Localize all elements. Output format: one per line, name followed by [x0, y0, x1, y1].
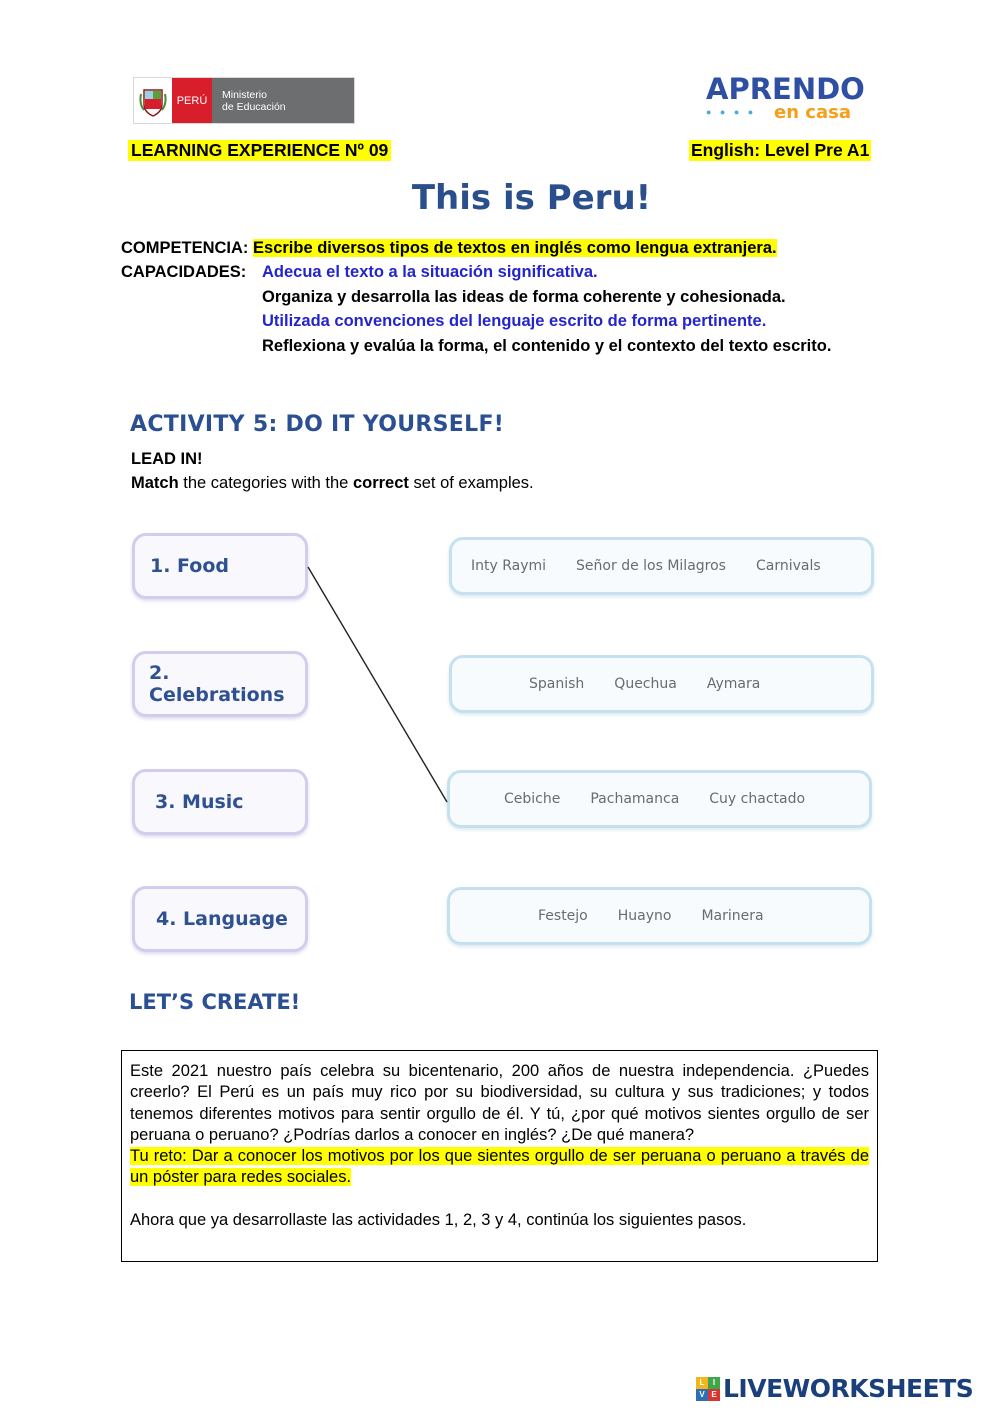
- category-food[interactable]: 1. Food: [132, 533, 308, 599]
- challenge-text: Tu reto: Dar a conocer los motivos por los que sientes orgullo de ser peruana o peruano a través de un póster para redes sociales.: [130, 1147, 869, 1187]
- competencia-line: COMPETENCIA: Escribe diversos tipos de textos en inglés como lengua extranjera.: [121, 239, 777, 257]
- capacidad-item: Adecua el texto a la situación significativa.: [262, 263, 598, 281]
- example-item: Quechua: [614, 676, 677, 692]
- competencia-text: Escribe diversos tipos de textos en inglés como lengua extranjera.: [253, 239, 777, 257]
- capacidad-item: Utilizada convenciones del lenguaje escrito de forma pertinente.: [262, 312, 767, 331]
- category-music[interactable]: 3. Music: [132, 769, 308, 835]
- example-item: Cebiche: [504, 791, 561, 807]
- competencia-label: COMPETENCIA: [121, 239, 243, 257]
- capacidades-label: CAPACIDADES:: [121, 263, 247, 281]
- page-title: This is Peru!: [411, 178, 652, 218]
- example-item: Spanish: [529, 676, 585, 692]
- dots-icon: ● ● ● ●: [706, 107, 757, 117]
- liveworksheets-icon: L I V E: [696, 1377, 720, 1401]
- example-item: Festejo: [538, 908, 588, 924]
- context-paragraph: Este 2021 nuestro país celebra su bicentenario, 200 años de nuestra independencia. ¿Puedes creerlo? El Perú es un país muy rico por su biodiversidad, su cultura y sus tradiciones; y todos tenemos diferentes motivos para sentir orgullo de él. Y tú, ¿por qué motivos sientes orgullo de ser peruana o peruano? ¿Podrías darlos a conocer en inglés? ¿De qué manera?: [130, 1062, 869, 1144]
- example-item: Pachamanca: [590, 791, 680, 807]
- next-steps-text: Ahora que ya desarrollaste las actividades 1, 2, 3 y 4, continúa los siguientes pasos.: [130, 1210, 747, 1229]
- example-item: Señor de los Milagros: [576, 558, 726, 574]
- category-language[interactable]: 4. Language: [132, 886, 308, 952]
- learning-experience-label: LEARNING EXPERIENCE Nº 09: [128, 140, 391, 161]
- liveworksheets-brand: LIVEWORKSHEETS: [723, 1374, 974, 1403]
- en-casa-word: en casa: [774, 102, 851, 123]
- example-item: Cuy chactado: [709, 791, 806, 807]
- liveworksheets-logo: [696, 1374, 973, 1403]
- example-item: Marinera: [701, 908, 764, 924]
- peru-label: PERÚ: [172, 78, 212, 123]
- aprendo-word: APRENDO: [706, 72, 865, 106]
- ministry-name: Ministerio de Educación: [212, 78, 354, 123]
- example-item: Inty Raymi: [471, 558, 547, 574]
- level-label: English: Level Pre A1: [691, 140, 870, 160]
- match-instruction: Match the categories with the correct set of examples.: [131, 474, 534, 492]
- example-item: Huayno: [617, 908, 672, 924]
- category-celebrations[interactable]: 2. Celebrations: [132, 651, 308, 717]
- lets-create-heading: LET’S CREATE!: [129, 990, 301, 1014]
- activity-heading: ACTIVITY 5: DO IT YOURSELF!: [130, 412, 505, 437]
- capacidad-item: Reflexiona y evalúa la forma, el contenido y el contexto del texto escrito.: [262, 336, 832, 355]
- example-item: Carnivals: [755, 558, 821, 574]
- lead-in-label: LEAD IN!: [131, 450, 203, 468]
- match-line-food: [308, 567, 447, 802]
- capacidad-item: Organiza y desarrolla las ideas de forma coherente y cohesionada.: [262, 287, 786, 306]
- example-item: Aymara: [706, 676, 761, 692]
- challenge-box: [121, 1050, 878, 1262]
